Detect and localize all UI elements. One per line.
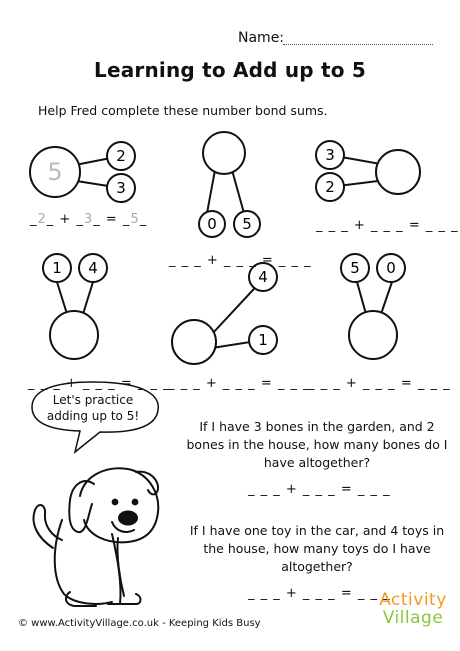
equation-bond-2[interactable]: _ _ _ + _ _ _ = _ _ _ (169, 253, 312, 268)
bond-5-part-2: 1 (258, 331, 268, 349)
example-equals: = (105, 212, 118, 227)
example-equation: _2_ + _3_ = _5_ (30, 212, 148, 227)
equation-bond-5[interactable]: _ _ _ + _ _ _ = _ _ _ (168, 376, 311, 391)
bond-5-part-1: 4 (258, 268, 268, 286)
dog-illustration (34, 468, 159, 606)
instructions: Help Fred complete these number bond sums. (38, 103, 328, 118)
bond-1-part-1: 2 (116, 147, 126, 165)
bond-1-total: 5 (47, 158, 63, 186)
bond-6-part-1: 5 (350, 259, 360, 277)
bond-6-total-circle (349, 311, 397, 359)
name-label: Name: (238, 30, 285, 46)
page-title: Learning to Add up to 5 (94, 58, 366, 82)
word-problem-1: If I have 3 bones in the garden, and 2 bones in the house, how many bones do I have altogether? (186, 419, 448, 471)
bond-2-part-1: 0 (207, 215, 217, 233)
example-addend-1: 2 (37, 212, 47, 227)
bond-3-part-2: 2 (325, 178, 335, 196)
bond-3-part-1: 3 (325, 146, 335, 164)
bond-3-total-circle (376, 150, 420, 194)
equation-bond-6[interactable]: _ _ _ + _ _ _ = _ _ _ (308, 376, 451, 391)
equation-word-problem-2[interactable]: _ _ _ + _ _ _ = _ _ _ (248, 586, 391, 601)
equation-word-problem-1[interactable]: _ _ _ + _ _ _ = _ _ _ (248, 482, 391, 497)
activity-village-logo (378, 592, 448, 628)
example-sum: 5 (130, 212, 140, 227)
equation-bond-4[interactable]: _ _ _ + _ _ _ = _ _ _ (28, 376, 171, 391)
example-plus: + (59, 212, 72, 227)
bond-4-part-1: 1 (52, 259, 62, 277)
logo-line-1: Activity (379, 590, 447, 610)
bond-6-part-2: 0 (386, 259, 396, 277)
logo-line-2: Village (382, 607, 444, 628)
word-problem-2: If I have one toy in the car, and 4 toys in the house, how many toys do I have altogether? (189, 523, 445, 575)
bond-4-total-circle (50, 311, 98, 359)
equation-bond-3[interactable]: _ _ _ + _ _ _ = _ _ _ (316, 218, 459, 233)
speech-bubble-text: Let's practice adding up to 5! (46, 393, 140, 424)
bond-4-part-2: 4 (88, 259, 98, 277)
bond-5-total-circle (172, 320, 216, 364)
footer-copyright: © www.ActivityVillage.co.uk - Keeping Kids Busy (18, 618, 261, 629)
bond-2-part-2: 5 (242, 215, 252, 233)
bond-2-total-circle (203, 132, 245, 174)
example-addend-2: 3 (83, 212, 94, 227)
bond-1-part-2: 3 (116, 179, 126, 197)
